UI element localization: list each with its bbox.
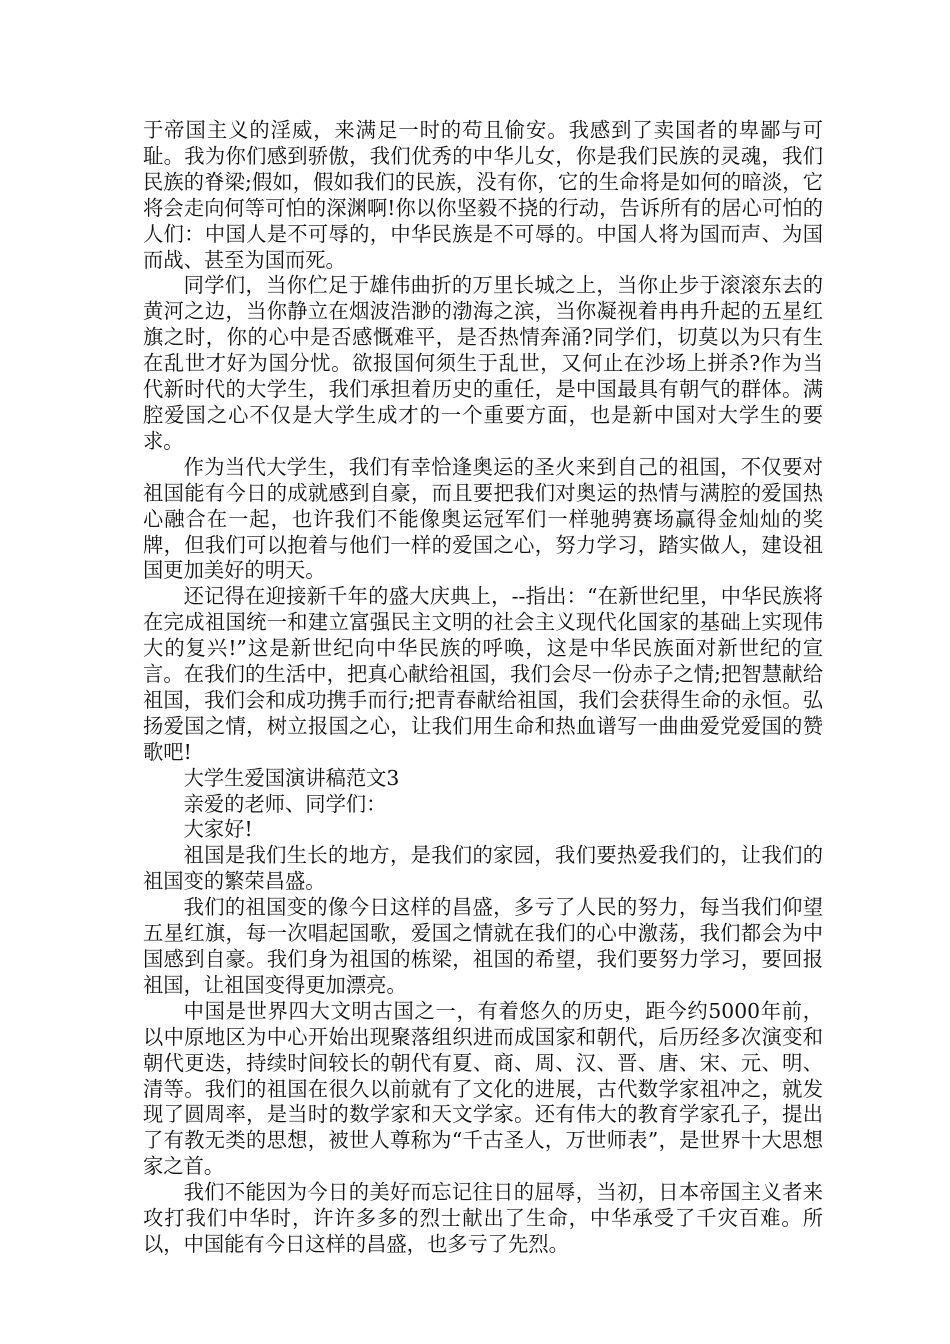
salutation: 亲爱的老师、同学们： (183, 791, 387, 816)
paragraph-6: 我们的祖国变的像今日这样的昌盛，多亏了人民的努力，每当我们仰望五星红旗，每一次唱起国歌，爱国之情就在我们的心中激荡，我们都会为中国感到自豪。我们身为祖国的栋梁，祖国的希望，我们要努力学习，要回报祖国，让祖国变得更加漂亮。 (143, 895, 823, 997)
paragraph-1: 于帝国主义的淫威，来满足一时的苟且偷安。我感到了卖国者的卑鄙与可耻。我为你们感到骄傲，我们优秀的中华儿女，你是我们民族的灵魂，我们民族的脊梁;假如，假如我们的民族，没有你，它的生命将是如何的暗淡，它将会走向何等可怕的深渊啊!你以你坚毅不挠的行动，告诉所有的居心可怕的人们：中国人是不可辱的，中华民族是不可辱的。中国人将为国而声、为国而战、甚至为国而死。 (143, 118, 823, 272)
document-page (143, 118, 823, 1258)
paragraph-3: 作为当代大学生，我们有幸恰逢奥运的圣火来到自己的祖国，不仅要对祖国能有今日的成就感到自豪，而且要把我们对奥运的热情与满腔的爱国热心融合在一起，也许我们不能像奥运冠军们一样驰骋赛场赢得金灿灿的奖牌，但我们可以抱着与他们一样的爱国之心，努力学习，踏实做人，建设祖国更加美好的明天。 (143, 454, 823, 583)
paragraph-5: 祖国是我们生长的地方，是我们的家园，我们要热爱我们的，让我们的祖国变的繁荣昌盛。 (143, 843, 823, 894)
greeting: 大家好! (183, 817, 253, 842)
section-title: 大学生爱国演讲稿范文3 (183, 765, 400, 790)
paragraph-7: 中国是世界四大文明古国之一，有着悠久的历史，距今约5000年前，以中原地区为中心开始出现聚落组织进而成国家和朝代，后历经多次演变和朝代更迭，持续时间较长的朝代有夏、商、周、汉、晋、唐、宋、元、明、清等。我们的祖国在很久以前就有了文化的进展，古代数学家祖冲之，就发现了圆周率，是当时的数学家和天文学家。还有伟大的教育学家孔子，提出了有教无类的思想，被世人尊称为“千古圣人，万世师表”，是世界十大思想家之首。 (143, 998, 823, 1179)
paragraph-8: 我们不能因为今日的美好而忘记往日的屈辱，当初，日本帝国主义者来攻打我们中华时，许许多多的烈士献出了生命，中华承受了千灾百难。所以，中国能有今日这样的昌盛，也多亏了先烈。 (143, 1180, 823, 1256)
paragraph-2: 同学们，当你伫足于雄伟曲折的万里长城之上，当你止步于滚滚东去的黄河之边，当你静立在烟波浩渺的渤海之滨，当你凝视着冉冉升起的五星红旗之时，你的心中是否感慨难平，是否热情奔涌?同学们，切莫以为只有生在乱世才好为国分忧。欲报国何须生于乱世，又何止在沙场上拼杀?作为当代新时代的大学生，我们承担着历史的重任，是中国最具有朝气的群体。满腔爱国之心不仅是大学生成才的一个重要方面，也是新中国对大学生的要求。 (143, 273, 823, 453)
paragraph-4: 还记得在迎接新千年的盛大庆典上，--指出：“在新世纪里，中华民族将在完成祖国统一和建立富强民主文明的社会主义现代化国家的基础上实现伟大的复兴!”这是新世纪向中华民族的呼唤，这是中华民族面对新世纪的宣言。在我们的生活中，把真心献给祖国，我们会尽一份赤子之情;把智慧献给祖国，我们会和成功携手而行;把青春献给祖国，我们会获得生命的永恒。弘扬爱国之情，树立报国之心，让我们用生命和热血谱写一曲曲爱党爱国的赞歌吧! (143, 584, 823, 764)
